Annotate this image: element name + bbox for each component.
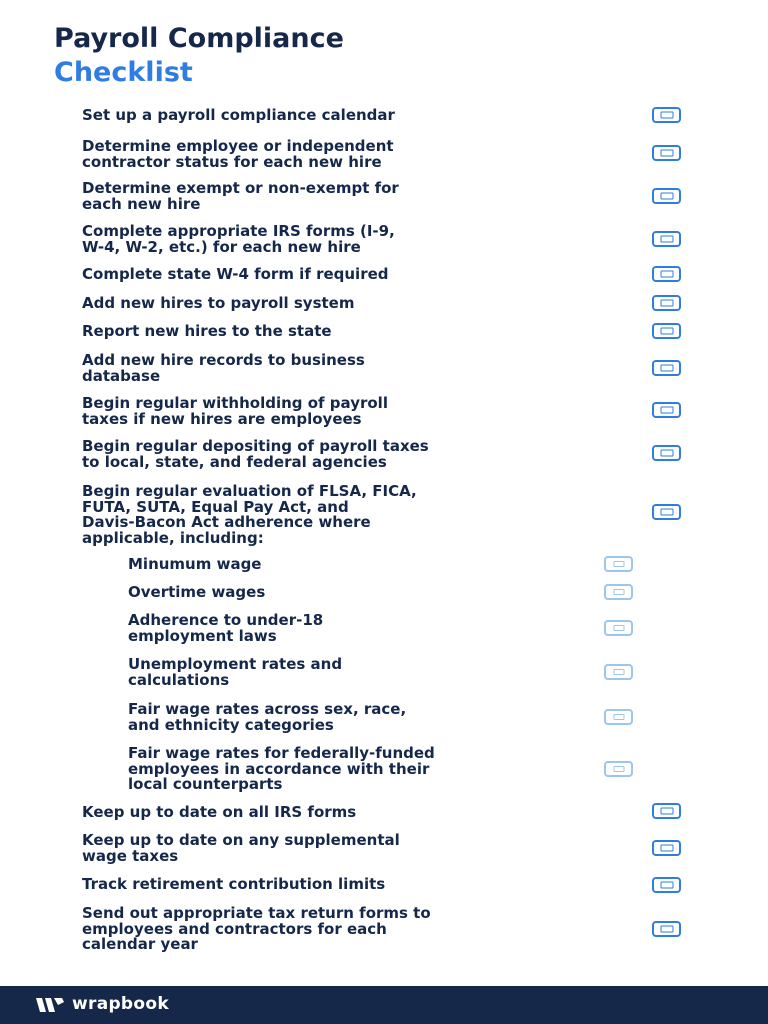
brand-name: wrapbook: [72, 994, 169, 1014]
title-line-1: Payroll Compliance: [54, 23, 344, 54]
item-line: Complete appropriate IRS forms (I-9,: [82, 222, 395, 240]
item-line: W-4, W-2, etc.) for each new hire: [82, 237, 361, 256]
checklist-checkbox[interactable]: [652, 803, 681, 819]
checklist-item-text: [82, 324, 332, 340]
checklist-checkbox[interactable]: [652, 145, 681, 161]
item-line: Complete state W-4 form if required: [82, 265, 389, 283]
item-line: Determine employee or independent: [82, 137, 394, 155]
item-line: Add new hire records to business: [82, 351, 365, 369]
sub-item-text: [128, 702, 406, 733]
item-line: Fair wage rates across sex, race,: [128, 700, 407, 718]
item-line: Minumum wage: [128, 555, 262, 573]
item-line: contractor status for each new hire: [82, 152, 382, 171]
item-line: each new hire: [82, 194, 201, 213]
checklist-checkbox[interactable]: [652, 266, 681, 282]
checklist-item-text: [82, 439, 429, 470]
item-line: employees and contractors for each: [82, 919, 387, 938]
checklist-checkbox[interactable]: [652, 445, 681, 461]
checklist-item-text: [82, 906, 431, 953]
sub-item-checkbox[interactable]: [604, 584, 633, 600]
checklist-item-text: [82, 296, 354, 312]
sub-item-text: [128, 557, 261, 573]
checklist-item-text: [82, 108, 395, 124]
item-line: Set up a payroll compliance calendar: [82, 106, 395, 124]
item-line: Begin regular withholding of payroll: [82, 394, 388, 412]
sub-item-checkbox[interactable]: [604, 620, 633, 636]
item-line: and ethnicity categories: [128, 715, 334, 734]
item-line: Begin regular evaluation of FLSA, FICA,: [82, 482, 417, 500]
checklist-checkbox[interactable]: [652, 323, 681, 339]
item-line: Track retirement contribution limits: [82, 875, 386, 893]
item-line: Fair wage rates for federally-funded: [128, 744, 435, 762]
item-line: Adherence to under-18: [128, 611, 324, 629]
title-line-2: Checklist: [54, 57, 193, 88]
checklist-item-text: [82, 224, 395, 255]
item-line: employees in accordance with their: [128, 759, 430, 778]
checklist-checkbox[interactable]: [652, 402, 681, 418]
checklist-checkbox[interactable]: [652, 921, 681, 937]
checklist-item-text: [82, 484, 417, 546]
sub-item-checkbox[interactable]: [604, 556, 633, 572]
item-line: applicable, including:: [82, 528, 264, 547]
page-title: [54, 22, 344, 90]
wrapbook-w-icon: [36, 997, 64, 1013]
item-line: local counterparts: [128, 775, 283, 793]
sub-item-text: [128, 746, 435, 793]
checklist-checkbox[interactable]: [652, 295, 681, 311]
sub-item-checkbox[interactable]: [604, 664, 633, 680]
checklist-checkbox[interactable]: [652, 107, 681, 123]
checklist-item-text: [82, 181, 399, 212]
item-line: Send out appropriate tax return forms to: [82, 904, 431, 922]
checklist-checkbox[interactable]: [652, 504, 681, 520]
checklist-checkbox[interactable]: [652, 360, 681, 376]
sub-item-checkbox[interactable]: [604, 709, 633, 725]
checklist-item-text: [82, 267, 389, 283]
checklist-checkbox[interactable]: [652, 877, 681, 893]
item-line: employment laws: [128, 626, 277, 645]
item-line: Unemployment rates and: [128, 655, 343, 673]
sub-item-text: [128, 613, 323, 644]
item-line: Report new hires to the state: [82, 322, 332, 340]
checklist-item-text: [82, 139, 394, 170]
checklist-item-text: [82, 396, 388, 427]
item-line: Begin regular depositing of payroll taxes: [82, 437, 429, 455]
item-line: wage taxes: [82, 846, 179, 865]
item-line: Determine exempt or non-exempt for: [82, 179, 399, 197]
checklist-checkbox[interactable]: [652, 231, 681, 247]
item-line: Davis-Bacon Act adherence where: [82, 513, 371, 531]
footer-bar: [0, 986, 768, 1024]
item-line: database: [82, 366, 161, 385]
sub-item-checkbox[interactable]: [604, 761, 633, 777]
item-line: to local, state, and federal agencies: [82, 452, 387, 471]
checklist-item-text: [82, 833, 400, 864]
sub-item-text: [128, 657, 342, 688]
item-line: taxes if new hires are employees: [82, 409, 362, 428]
item-line: Keep up to date on any supplemental: [82, 831, 400, 849]
checklist-checkbox[interactable]: [652, 188, 681, 204]
item-line: Keep up to date on all IRS forms: [82, 803, 357, 821]
sub-item-text: [128, 585, 265, 601]
checklist-item-text: [82, 805, 356, 821]
item-line: Overtime wages: [128, 583, 266, 601]
checklist-checkbox[interactable]: [652, 840, 681, 856]
item-line: calculations: [128, 670, 230, 689]
checklist-item-text: [82, 353, 365, 384]
item-line: calendar year: [82, 935, 198, 953]
item-line: Add new hires to payroll system: [82, 294, 355, 312]
item-line: FUTA, SUTA, Equal Pay Act, and: [82, 497, 349, 516]
checklist-item-text: [82, 877, 385, 893]
